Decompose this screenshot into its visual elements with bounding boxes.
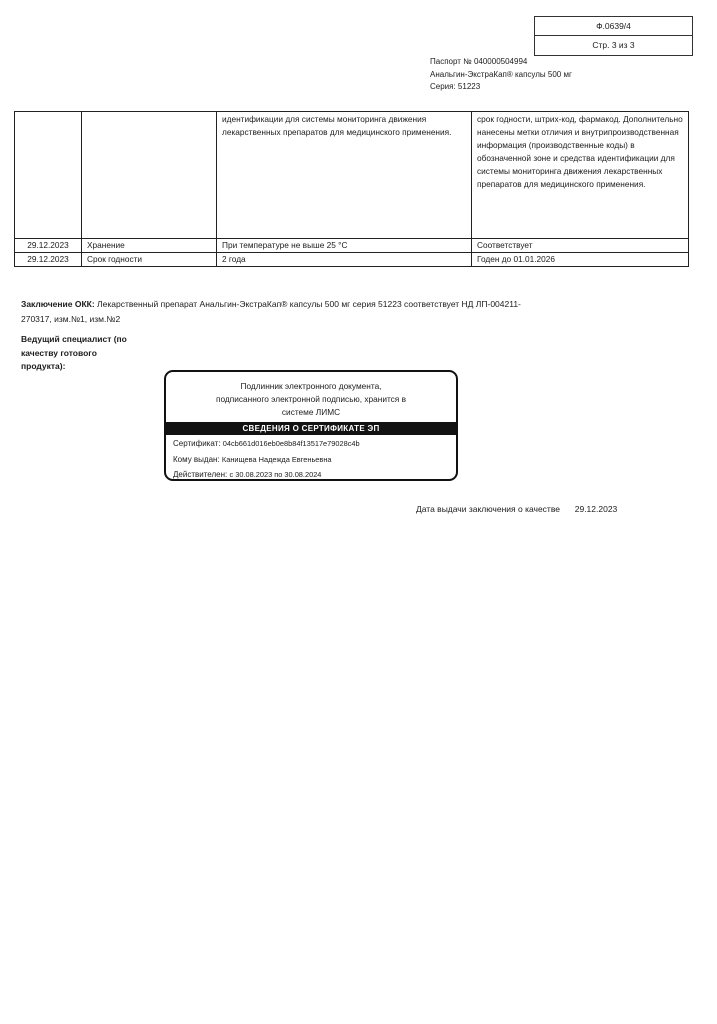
specialist-label: Ведущий специалист (по качеству готового продукта): — [21, 334, 127, 371]
passport-product: Анальгин-ЭкстраКап® капсулы 500 мг — [430, 69, 572, 79]
valid-value: с 30.08.2023 по 30.08.2024 — [229, 470, 322, 479]
stamp-certificate-header: СВЕДЕНИЯ О СЕРТИФИКАТЕ ЭП — [166, 422, 456, 435]
page-number: Стр. 3 из 3 — [592, 40, 635, 50]
stamp-certificate-line — [173, 438, 360, 449]
passport-series: Серия: 51223 — [430, 82, 481, 91]
cell-requirement: При температуре не выше 25 °С — [217, 239, 472, 253]
cell-date: 29.12.2023 — [15, 239, 82, 253]
cell-parameter: Хранение — [82, 239, 217, 253]
cell-result: Соответствует — [472, 239, 689, 253]
valid-label: Действителен: — [173, 470, 228, 479]
cell-result: срок годности, штрих-код, фармакод. Дополнительно нанесены метки отличия и внутрипроизводственная информация (производственные коды) в обозначенной зоне и средства идентификации для системы мониторинга движения лекарственных препаратов для медицинского применения. — [472, 112, 689, 239]
cell-requirement: идентификации для системы мониторинга движения лекарственных препаратов для медицинского применения. — [217, 112, 472, 239]
conclusion-label: Заключение ОКК: — [21, 299, 95, 309]
certificate-label: Сертификат: — [173, 439, 221, 448]
table-row — [15, 239, 689, 253]
table-row — [15, 112, 689, 239]
cell-parameter: Срок годности — [82, 253, 217, 267]
issued-to-value: Канищева Надежда Евгеньевна — [221, 455, 332, 464]
issue-date-line — [416, 504, 617, 514]
cell-date: 29.12.2023 — [15, 253, 82, 267]
issued-to-label: Кому выдан: — [173, 455, 220, 464]
certificate-value: 04cb661d016eb0e8b84f13517e79028c4b — [222, 439, 360, 448]
stamp-notice-line: системе ЛИМС — [281, 407, 341, 417]
quality-table — [14, 111, 689, 267]
conclusion-text: Лекарственный препарат Анальгин-ЭкстраКап® капсулы 500 мг серия 51223 соответствует НД ЛП-004211-270317, изм.№1, изм.№2 — [21, 299, 521, 324]
passport-block — [430, 56, 572, 94]
stamp-valid-line — [173, 469, 321, 480]
stamp-notice-line: подписанного электронной подписью, хранится в — [215, 394, 407, 404]
cell-date — [15, 112, 82, 239]
qc-conclusion — [21, 297, 541, 326]
passport-number: Паспорт № 040000504994 — [430, 57, 528, 66]
cell-requirement: 2 года — [217, 253, 472, 267]
cell-result: Годен до 01.01.2026 — [472, 253, 689, 267]
issue-date-label: Дата выдачи заключения о качестве — [416, 504, 560, 514]
stamp-notice-line: Подлинник электронного документа, — [240, 381, 382, 391]
table-row — [15, 253, 689, 267]
stamp-notice — [166, 380, 456, 419]
form-code-box — [534, 16, 693, 56]
cell-parameter — [82, 112, 217, 239]
issue-date-value: 29.12.2023 — [574, 504, 618, 514]
electronic-signature-stamp — [164, 370, 458, 481]
stamp-issued-to-line — [173, 454, 332, 465]
form-code: Ф.0639/4 — [535, 17, 692, 36]
